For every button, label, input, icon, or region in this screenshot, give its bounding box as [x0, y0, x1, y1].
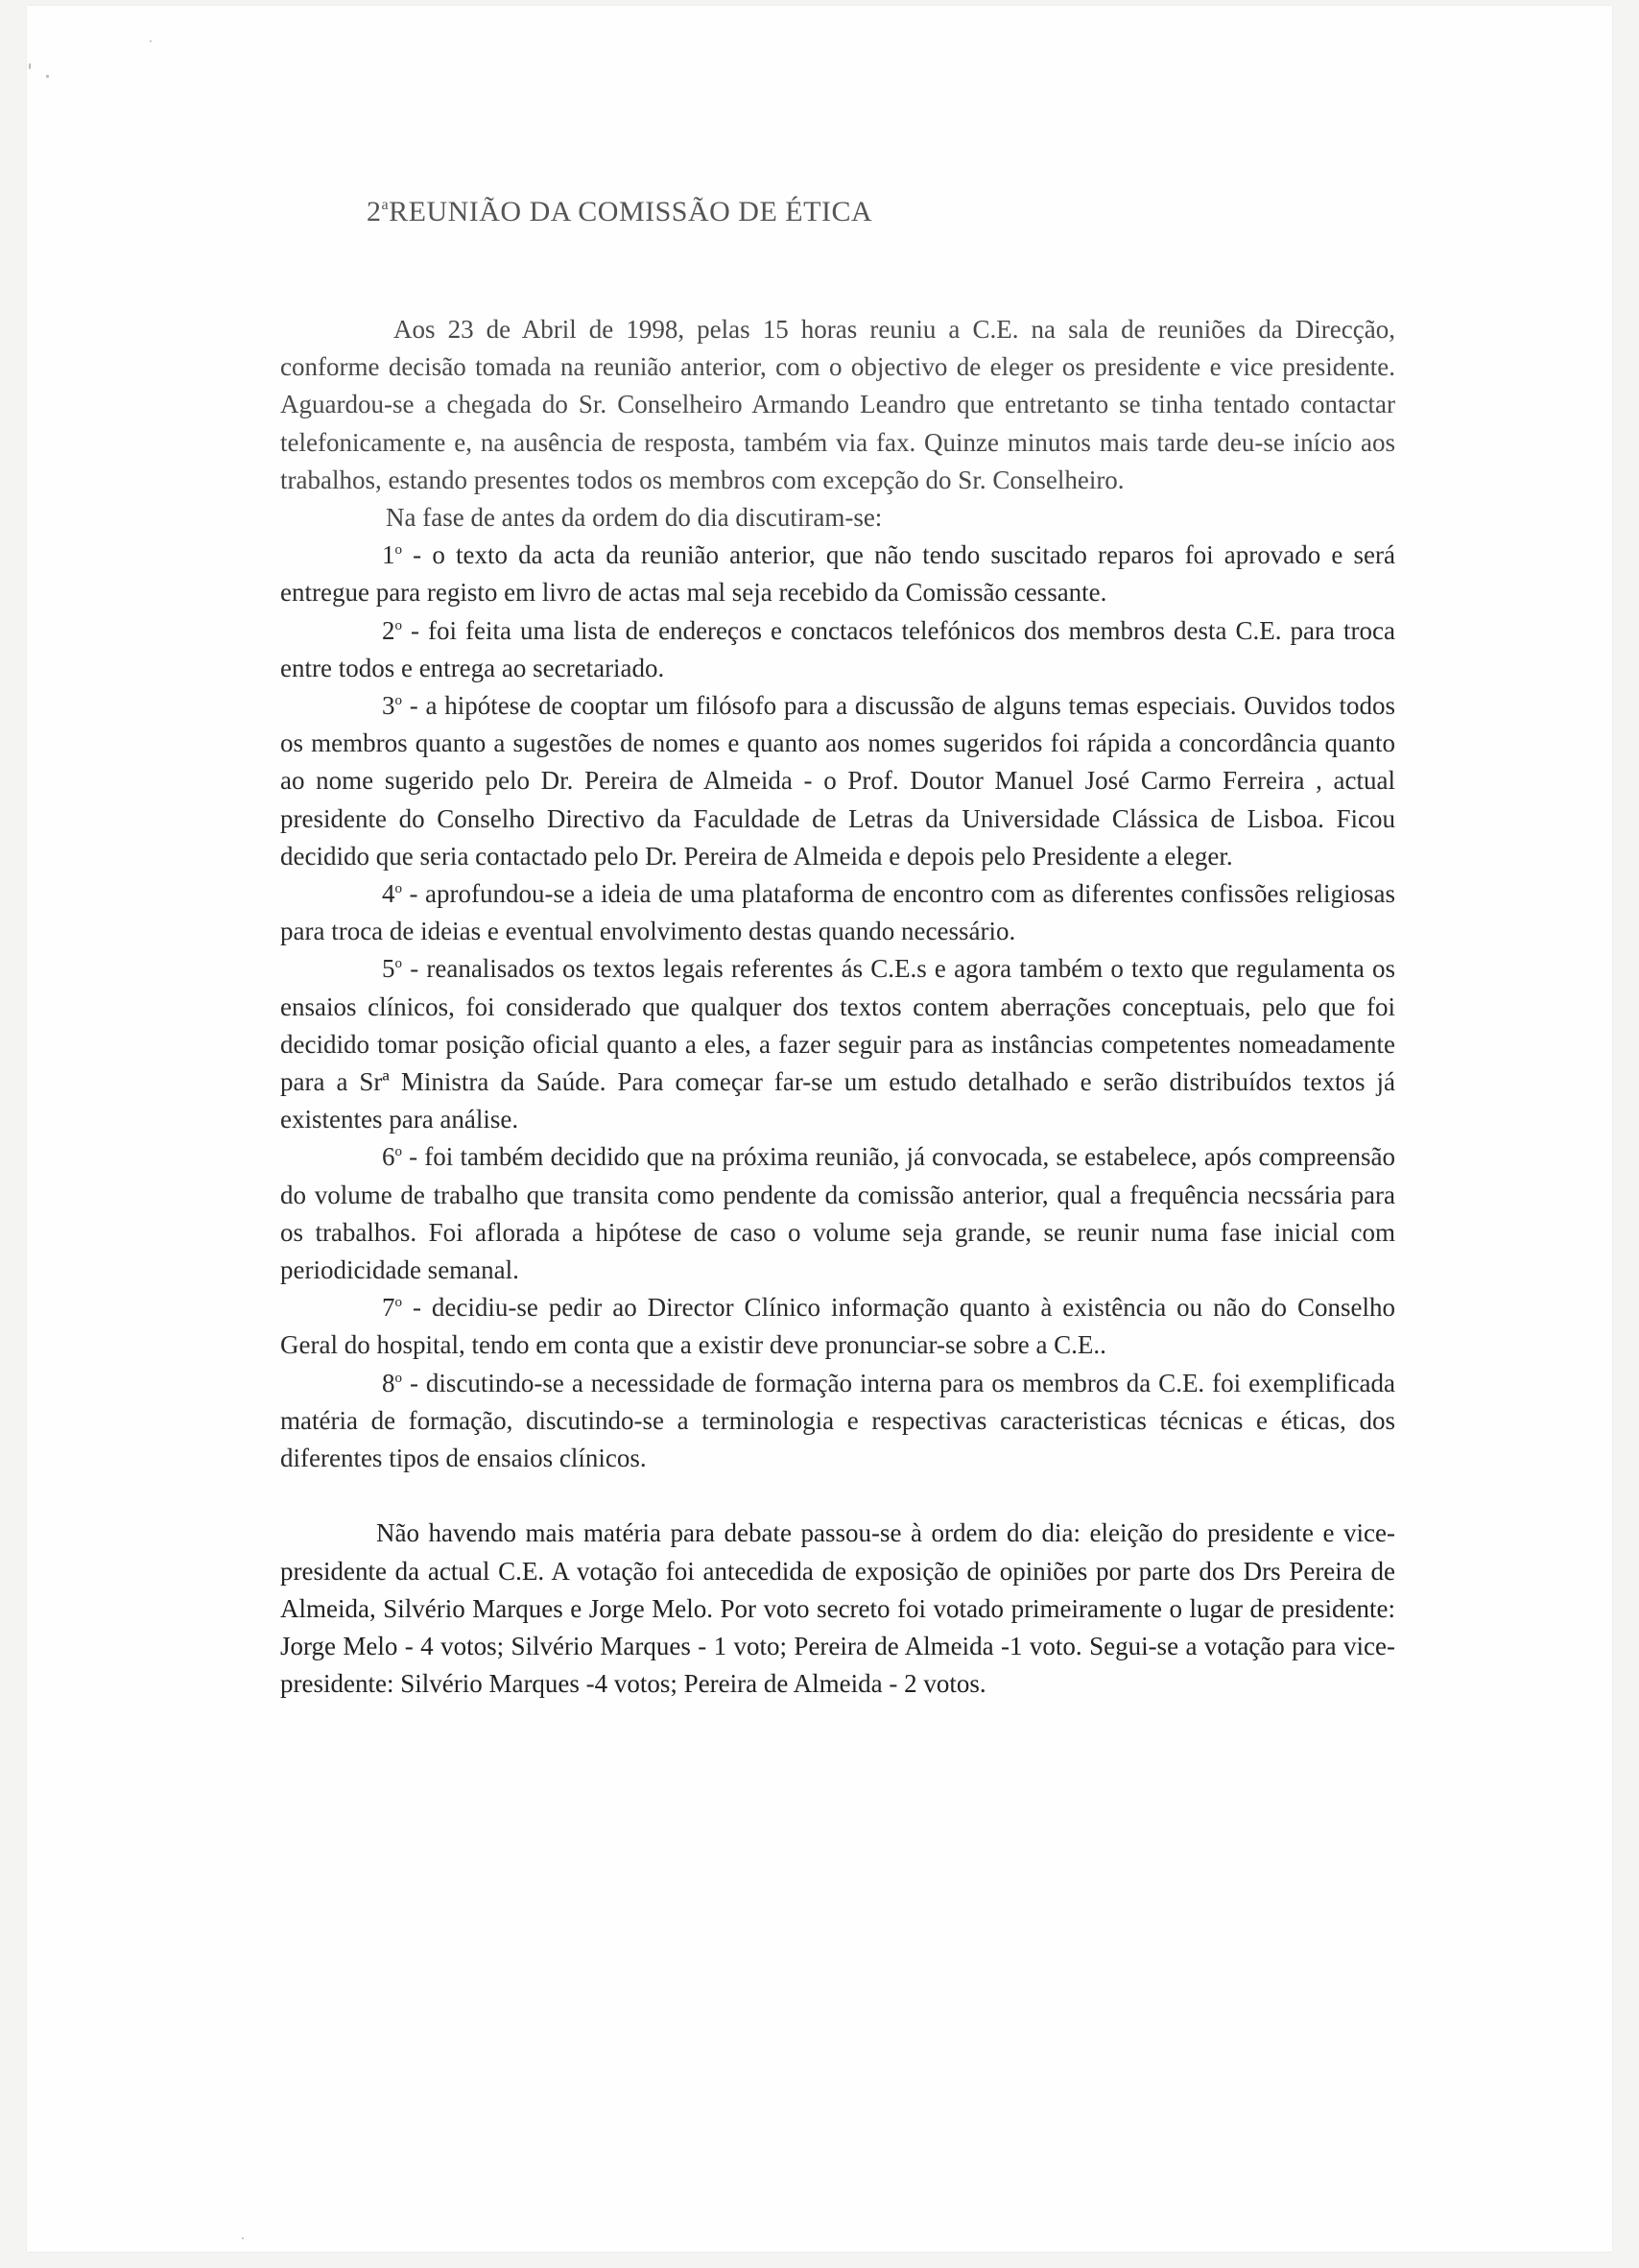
agenda-item-ordinal: o	[394, 693, 402, 709]
agenda-item-number: 7	[382, 1293, 395, 1323]
scan-speck	[46, 75, 49, 78]
scan-speck	[242, 2237, 244, 2239]
agenda-item	[280, 950, 1395, 1138]
agenda-item-number: 8	[382, 1368, 395, 1397]
document-body	[280, 192, 1395, 1703]
title-number: 2	[367, 196, 382, 227]
agenda-item-ordinal: o	[394, 1144, 402, 1160]
agenda-item-ordinal: o	[394, 1370, 402, 1386]
agenda-item-text: - o texto da acta da reunião anterior, que não tendo suscitado reparos foi aprovado e será entregue para registo em livro de actas mal seja recebido da Comissão cessante.	[280, 540, 1396, 608]
agenda-item-ordinal: o	[394, 1295, 402, 1311]
agenda-item	[280, 1365, 1395, 1478]
agenda-item-ordinal: o	[394, 956, 402, 972]
agenda-item-number: 6	[382, 1142, 395, 1172]
agenda-item-text: - discutindo-se a necessidade de formação interna para os membros da C.E. foi exemplificada matéria de formação, discutindo-se a terminologia e respectivas caracteristicas técnicas e éticas, dos diferentes tipos de ensaios clínicos.	[280, 1368, 1396, 1473]
agenda-item-text: - decidiu-se pedir ao Director Clínico informação quanto à existência ou não do Conselho Geral do hospital, tendo em conta que a existir deve pronunciar-se sobre a C.E..	[280, 1293, 1395, 1360]
agenda-item-text: - aprofundou-se a ideia de uma plataforma de encontro com as diferentes confissões religiosas para troca de ideias e eventual envolvimento destas quando necessário.	[280, 879, 1395, 946]
agenda-item-number: 2	[382, 615, 395, 645]
agenda-item-ordinal: o	[394, 881, 402, 897]
agenda-item-number: 4	[382, 879, 395, 909]
title-ordinal: a	[381, 197, 390, 213]
agenda-item	[280, 1138, 1395, 1289]
scan-speck	[150, 40, 152, 42]
agenda-item-number: 5	[382, 954, 395, 984]
pre-agenda-heading: Na fase de antes da ordem do dia discutiram-se:	[386, 503, 883, 533]
agenda-item	[280, 537, 1395, 611]
agenda-item-text: - foi feita uma lista de endereços e conctacos telefónicos dos membros desta C.E. para troca entre todos e entrega ao secretariado.	[280, 615, 1396, 682]
agenda-item-number: 3	[382, 691, 395, 721]
agenda-item	[280, 612, 1395, 687]
agenda-item	[280, 687, 1395, 875]
agenda-items-list	[280, 537, 1395, 1477]
agenda-item-text: - reanalisados os textos legais referentes ás C.E.s e agora também o texto que regulamenta os ensaios clínicos, foi considerado que qualquer dos textos contem aberrações conceptuais, pelo que foi decidido tomar posição oficial quanto a eles, a fazer seguir para as instâncias competentes nomeadamente para a Srª Ministra da Saúde. Para começar far-se um estudo detalhado e serão distribuídos textos já existentes para análise.	[280, 954, 1395, 1134]
title-spacer	[280, 192, 1395, 311]
agenda-item	[280, 1289, 1395, 1364]
agenda-item	[280, 875, 1395, 950]
closing-paragraph: Não havendo mais matéria para debate passou-se à ordem do dia: eleição do presidente e vice-presidente da actual C.E. A votação foi antecedida de exposição de opiniões por parte dos Drs Pereira de Almeida, Silvério Marques e Jorge Melo. Por voto secreto foi votado primeiramente o lugar de presidente: Jorge Melo - 4 votos; Silvério Marques - 1 voto; Pereira de Almeida -1 voto. Segui-se a votação para vice-presidente: Silvério Marques -4 votos; Pereira de Almeida - 2 votos.	[280, 1518, 1395, 1699]
agenda-item-ordinal: o	[394, 542, 402, 559]
agenda-item-number: 1	[382, 540, 395, 570]
scan-speck	[29, 63, 31, 69]
agenda-item-text: - a hipótese de cooptar um filósofo para a discussão de alguns temas especiais. Ouvidos todos os membros quanto a sugestões de nomes e quanto aos nomes sugeridos foi rápida a concordância quanto ao nome sugerido pelo Dr. Pereira de Almeida - o Prof. Doutor Manuel José Carmo Ferreira , actual presidente do Conselho Directivo da Faculdade de Letras da Universidade Clássica de Lisboa. Ficou decidido que seria contactado pelo Dr. Pereira de Almeida e depois pelo Presidente a eleger.	[280, 691, 1395, 871]
agenda-item-ordinal: o	[394, 617, 402, 633]
title-text: REUNIÃO DA COMISSÃO DE ÉTICA	[389, 196, 873, 227]
agenda-item-text: - foi também decidido que na próxima reunião, já convocada, se estabelece, após compreensão do volume de trabalho que transita como pendente da comissão anterior, qual a frequência necssária para os trabalhos. Foi aflorada a hipótese de caso o volume seja grande, se reunir numa fase inicial com periodicidade semanal.	[280, 1142, 1395, 1285]
intro-paragraph: Aos 23 de Abril de 1998, pelas 15 horas reuniu a C.E. na sala de reuniões da Direcção, conforme decisão tomada na reunião anterior, com o objectivo de eleger os presidente e vice presidente. Aguardou-se a chegada do Sr. Conselheiro Armando Leandro que entretanto se tinha tentado contactar telefonicamente e, na ausência de resposta, também via fax. Quinze minutos mais tarde deu-se início aos trabalhos, estando presentes todos os membros com excepção do Sr. Conselheiro.	[280, 315, 1395, 494]
